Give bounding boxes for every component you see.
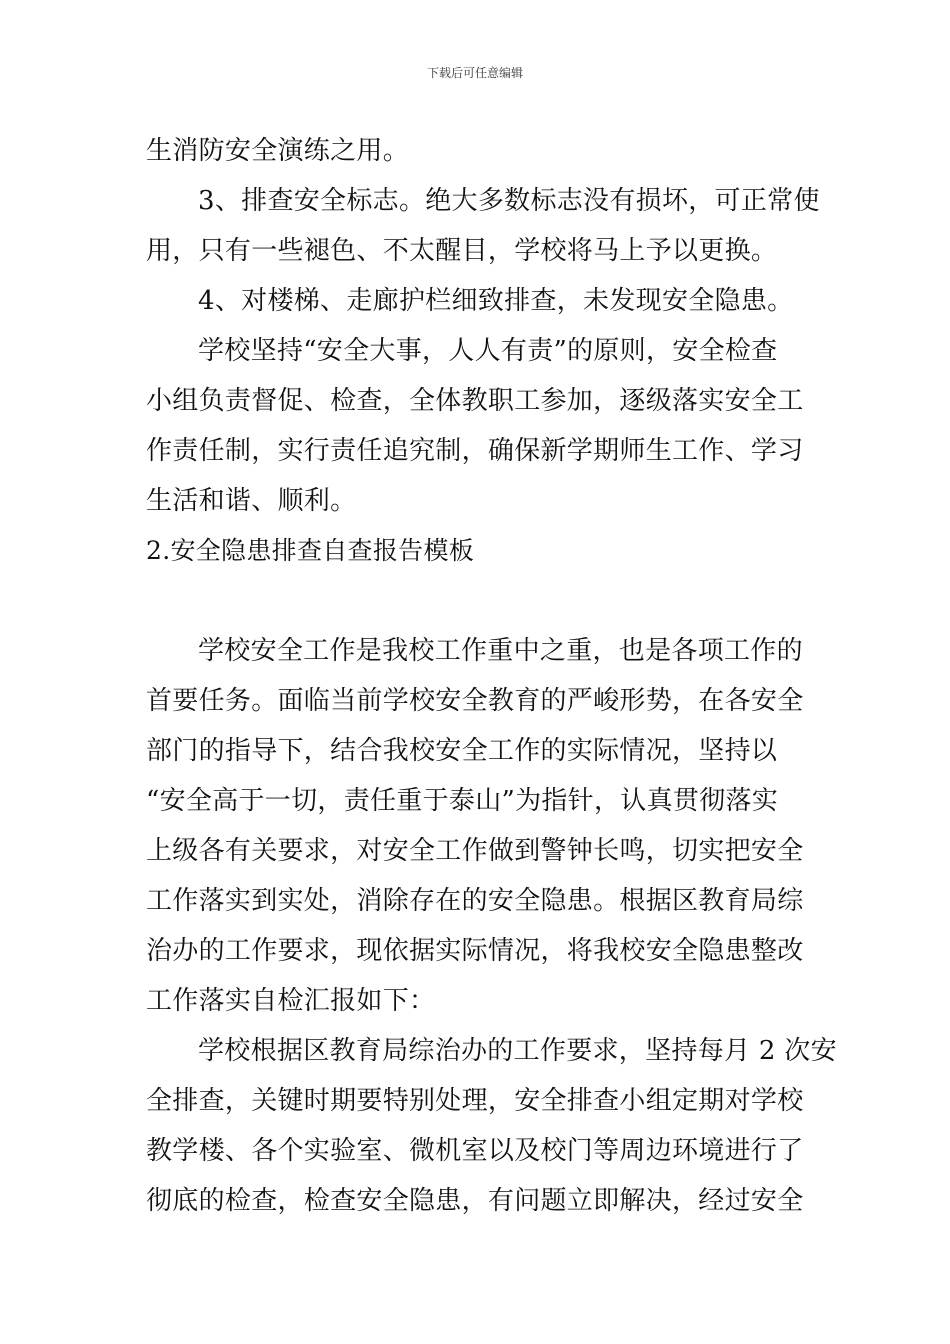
text-line: 教学楼、各个实验室、微机室以及校门等周边环境进行了 — [146, 1136, 804, 1166]
text-line: 3、排查安全标志。绝大多数标志没有损坏，可正常使 — [198, 186, 820, 216]
text-line: 首要任务。面临当前学校安全教育的严峻形势，在各安全 — [146, 686, 804, 716]
text-line: 用，只有一些褪色、不太醒目，学校将马上予以更换。 — [146, 236, 778, 266]
text-line: 生活和谐、顺利。 — [146, 486, 357, 516]
blank-line — [146, 576, 808, 626]
page-header: 下载后可任意编辑 — [426, 66, 523, 80]
text-line: 工作落实到实处，消除存在的安全隐患。根据区教育局综 — [146, 886, 804, 916]
section-heading: 2.安全隐患排查自查报告模板 — [146, 536, 475, 565]
text-line: 学校安全工作是我校工作重中之重，也是各项工作的 — [198, 636, 803, 666]
text-line: 4、对楼梯、走廊护栏细致排查，未发现安全隐患。 — [198, 286, 794, 316]
text-line: 全排查，关键时期要特别处理，安全排查小组定期对学校 — [146, 1086, 804, 1116]
document-body — [146, 126, 837, 1226]
text-line: 小组负责督促、检查，全体教职工参加，逐级落实安全工 — [146, 386, 804, 416]
text-line: 学校坚持“安全大事，人人有责”的原则，安全检查 — [198, 336, 778, 366]
text-line: 上级各有关要求，对安全工作做到警钟长鸣，切实把安全 — [146, 836, 804, 866]
text-line: 彻底的检查，检查安全隐患，有问题立即解决，经过安全 — [146, 1186, 804, 1216]
text-line: “安全高于一切，责任重于泰山”为指针，认真贯彻落实 — [146, 786, 779, 816]
text-line: 治办的工作要求，现依据实际情况，将我校安全隐患整改 — [146, 936, 804, 966]
text-line: 生消防安全演练之用。 — [146, 136, 410, 166]
text-line: 学校根据区教育局综治办的工作要求，坚持每月 2 次安 — [198, 1036, 837, 1066]
text-line: 部门的指导下，结合我校安全工作的实际情况，坚持以 — [146, 736, 778, 766]
text-line: 工作落实自检汇报如下： — [146, 986, 436, 1016]
text-line: 作责任制，实行责任追究制，确保新学期师生工作、学习 — [146, 436, 804, 466]
